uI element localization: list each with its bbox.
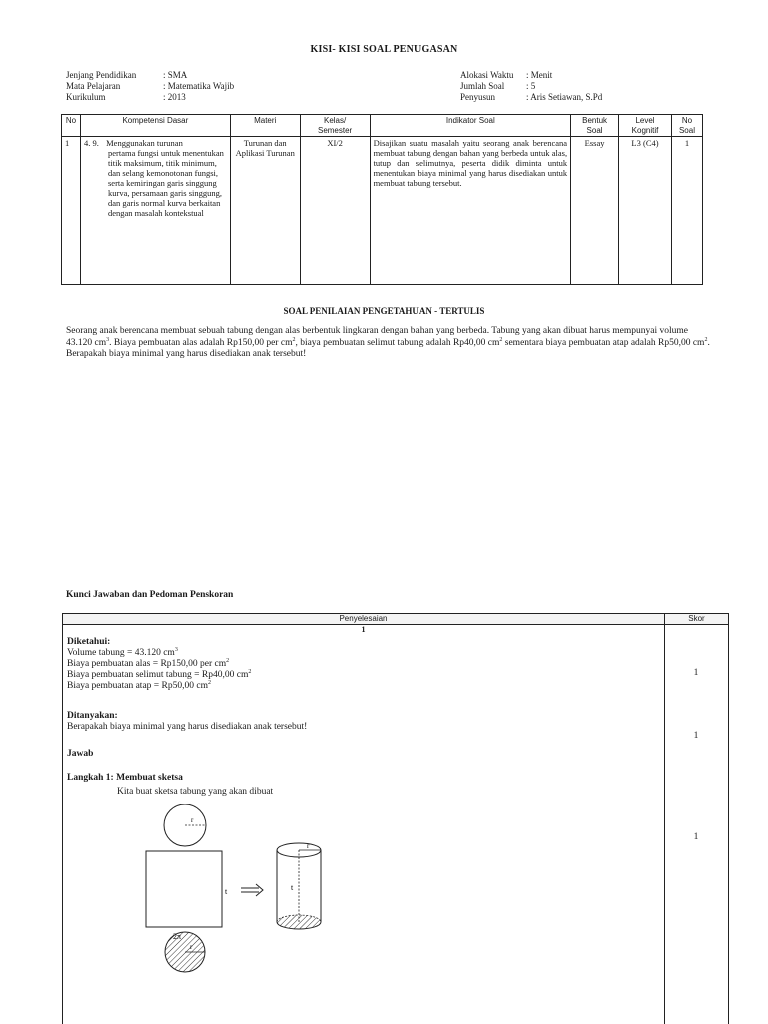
langkah1-text: Kita buat sketsa tabung yang akan dibuat [117,787,274,797]
cell-bentuk: Essay [571,137,619,285]
ditanyakan-title: Ditanyakan: [67,711,118,721]
col-header-level: Level Kognitif [619,115,672,137]
top-radius-label: r [191,816,194,824]
meta-row-alokasi [460,70,720,81]
meta-value: : Aris Setiawan, S.Pd [526,92,603,102]
col-header-kd: Kompetensi Dasar [80,115,230,137]
kd-rest: pertama fungsi untuk menentukan titik maksimum, titik minimum, dan selang kemonotonan fungsi, serta kemiringan garis singgung kurva, persamaan garis singgung, dan garis normal kurva berkaitan dengan masalah kontekstual [107,148,224,218]
ditanyakan-text: Berapakah biaya minimal yang harus disediakan anak tersebut! [67,722,308,732]
document-title: KISI- KISI SOAL PENUGASAN [310,44,458,55]
score-cell: 1 [693,731,699,741]
meta-value: : Menit [526,70,553,80]
col-header-materi: Materi [230,115,300,137]
height-label: t [225,887,228,896]
col-header-kelas: Kelas/ Semester [300,115,370,137]
meta-label: Mata Pelajaran [66,81,121,91]
cell-kd [80,137,230,285]
selimut-rectangle [146,851,222,927]
col-header-indikator: Indikator Soal [370,115,571,137]
langkah1-title: Langkah 1: Membuat sketsa [67,773,183,783]
diketahui-title: Diketahui: [67,637,111,647]
col-header-nosoal: No Soal [671,115,702,137]
col-header-no: No [62,115,81,137]
meta-row-jumlah [460,81,720,92]
meta-row-mapel [66,81,366,92]
meta-value: : Matematika Wajib [163,81,235,91]
cylinder-height-label: t [291,883,294,892]
meta-label: Alokasi Waktu [460,70,514,80]
cell-level: L3 (C4) [619,137,672,285]
meta-value: : 5 [526,81,536,91]
answer-header [63,614,728,625]
answer-table [62,613,729,1024]
answer-row-number: 1 [361,625,366,634]
question-text: Seorang anak berencana membuat sebuah tabung dengan alas berbentuk lingkaran dengan bahan yang berbeda. Tabung yang akan dibuat harus mempunyai volume 43.120 $cm^3$. Biaya pembuatan alas adalah Rp150,00 per $cm^2$, biaya pembuatan selimut tabung adalah Rp40,00 $cm^2$ sementara biaya pembuatan atap adalah Rp50,00 $cm^2$. Berapakah biaya minimal yang harus disediakan anak tersebut! [66,326,710,359]
col-header-bentuk: Bentuk Soal [571,115,619,137]
kd-number: 4. 9. [83,138,99,148]
meta-row-kurikulum [66,92,366,103]
cell-nosoal: 1 [671,137,702,285]
meta-label: Kurikulum [66,92,106,102]
meta-label: Jumlah Soal [460,81,505,91]
meta-label: Jenjang Pendidikan [66,70,137,80]
diketahui-line-4: Biaya pembuatan atap = Rp50,00 $cm^2$ [67,679,211,691]
diketahui-line-2: Biaya pembuatan alas = Rp150,00 per $cm^2$ [67,657,230,669]
table-header-row [62,115,703,137]
cylinder-radius-label: r [307,842,310,850]
score-cell: 1 [693,832,699,842]
diketahui-line-1: Volume tabung = 43.120 $cm^3$ [67,646,178,658]
diketahui-line-3: Biaya pembuatan selimut tabung = Rp40,00 $cm^2$ [67,668,252,680]
jawab-title: Jawab [67,749,94,759]
column-divider [664,625,665,1024]
cell-no: 1 [62,137,81,285]
score-cell: 1 [693,668,699,678]
table-row [62,137,703,285]
cell-materi: Turunan dan Aplikasi Turunan [230,137,300,285]
meta-value: : 2013 [163,92,186,102]
meta-left [66,70,366,103]
cell-kelas: XI/2 [300,137,370,285]
soal-subtitle: SOAL PENILAIAN PENGETAHUAN - TERTULIS [283,306,485,316]
header-skor: Skor [664,614,728,625]
kd-first-line: Menggunakan turunan [106,138,183,148]
meta-row-jenjang [66,70,366,81]
meta-right [460,70,720,103]
cell-indikator: Disajikan suatu masalah yaitu seorang anak berencana membuat tabung dengan bahan yang berbeda untuk alas, tutup dan selimutnya, peserta didik diminta untuk menentukan biaya minimal yang harus disediakan untuk membuat tabung tersebut. [370,137,571,285]
kunci-title: Kunci Jawaban dan Pedoman Penskoran [66,590,234,600]
cylinder-sketch [113,804,343,976]
cylinder-figure [277,843,321,929]
header-penyelesaian: Penyelesaian [339,614,388,623]
meta-label: Penyusun [460,92,496,102]
arrow-right-icon [241,884,263,896]
bottom-radius-label: r [190,943,193,951]
meta-row-penyusun [460,92,720,103]
meta-value: : SMA [163,70,188,80]
kisi-table [61,114,703,285]
